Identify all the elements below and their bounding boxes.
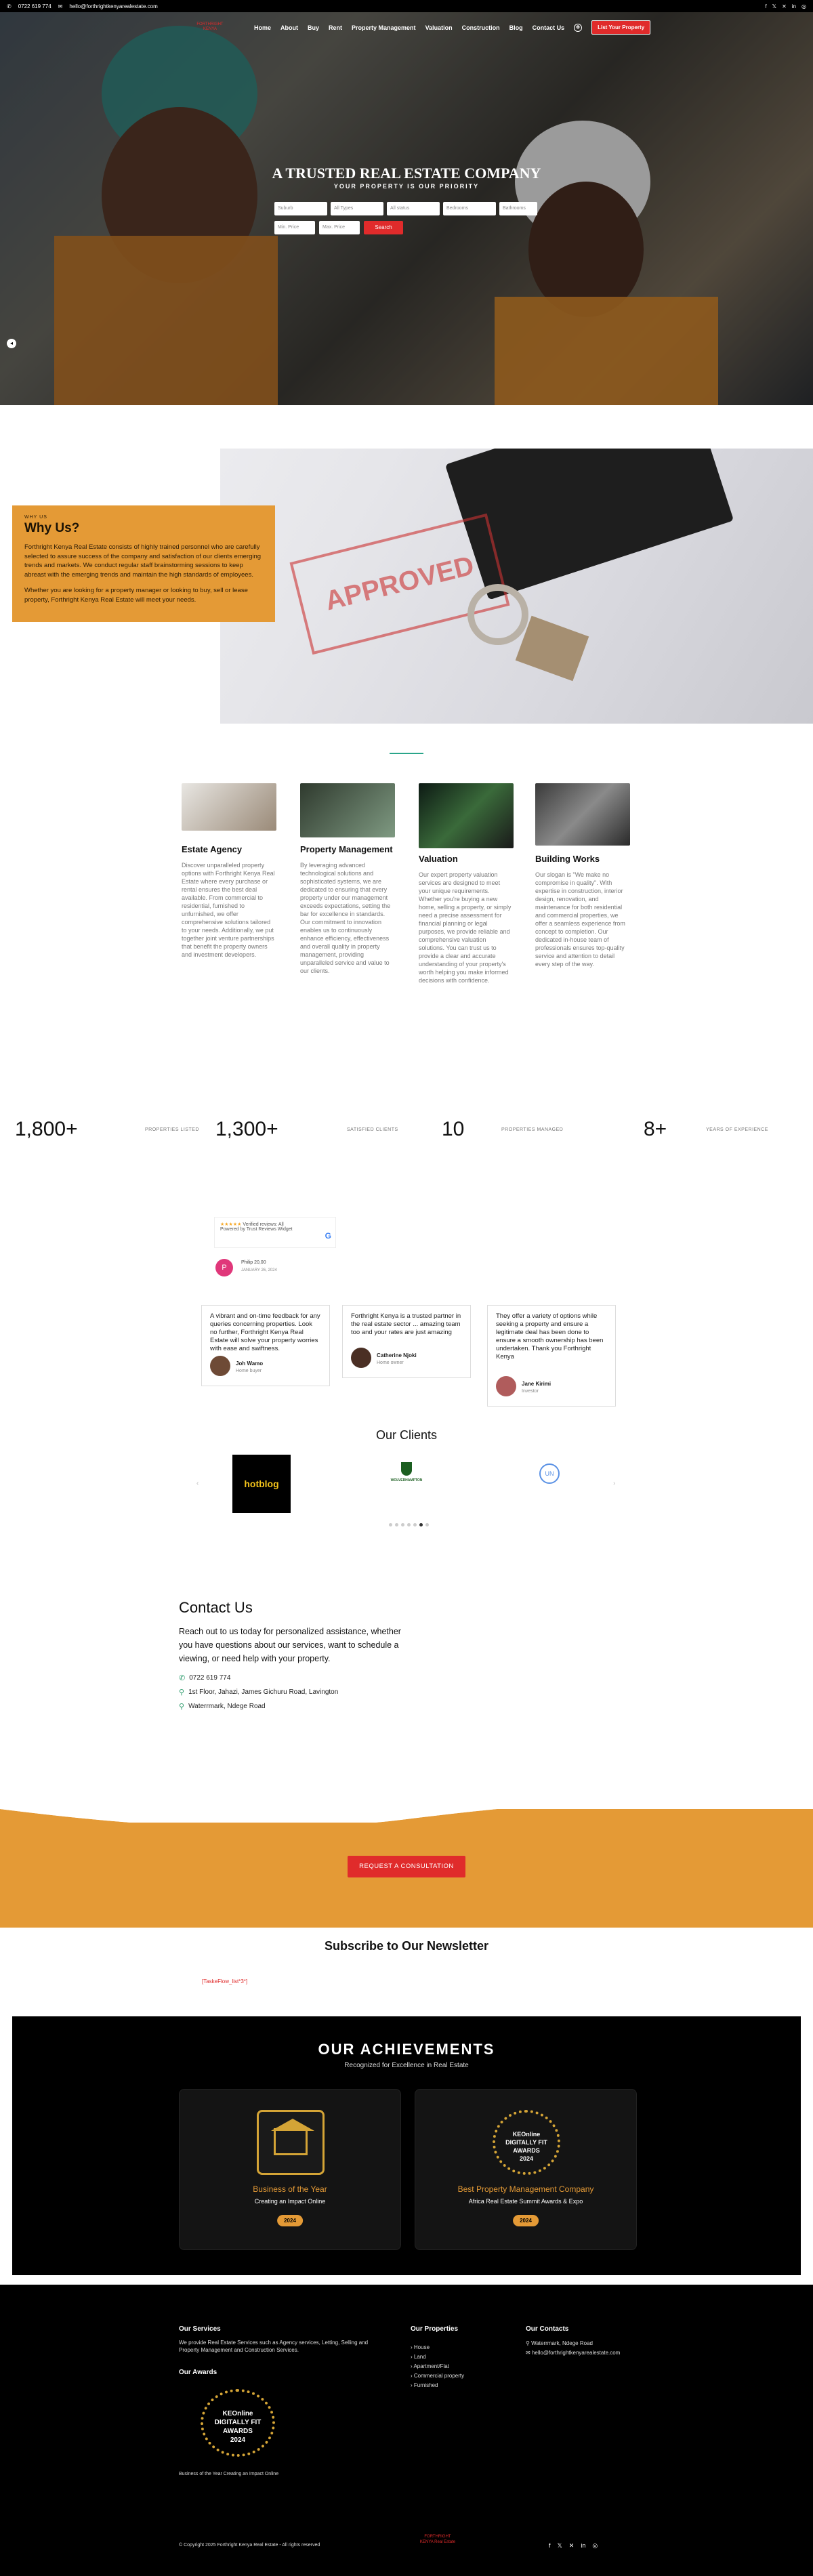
contact-address-row xyxy=(179,1688,409,1697)
achievement-year: 2024 xyxy=(277,2215,303,2226)
location-pin-icon: ⚲ xyxy=(526,2340,530,2346)
footer-contact-location: ⚲ Waterrmark, Ndege Road xyxy=(526,2340,593,2346)
language-globe-icon[interactable]: ⊕ xyxy=(574,24,582,32)
footer-property-link[interactable]: › Land xyxy=(411,2354,426,2360)
stat-label: YEARS OF EXPERIENCE xyxy=(706,1127,768,1132)
avatar xyxy=(210,1356,230,1376)
testimonial-text: Forthright Kenya is a trusted partner in the real estate sector ... amazing team too and your rates are just amazing xyxy=(351,1312,461,1336)
footer-logo[interactable]: FORTHRIGHT KENYA Real Estate xyxy=(419,2535,456,2544)
nav-blog[interactable]: Blog xyxy=(509,24,523,31)
testimonial-role: Home owner xyxy=(377,1360,404,1365)
service-text: By leveraging advanced technological solutions and sophisticated systems, we are dedicated to ensuring that every property under our management exceeds expectations, setting the bar for excellence in standards. Our commitment to innovation enables us to continuously enhance efficiency, effectiveness and overall quality in property management, providing unparalleled service and value to our clients. xyxy=(300,862,391,974)
contact-text: Reach out to us today for personalized assistance, whether you have questions about our services, want to schedule a viewing, or need help with your property. xyxy=(179,1627,401,1663)
valuation-image xyxy=(419,783,514,848)
location-pin-icon: ⚲ xyxy=(179,1703,185,1711)
contact-phone[interactable]: 0722 619 774 xyxy=(189,1674,231,1682)
carousel-next-icon[interactable]: › xyxy=(613,1480,616,1487)
building-works-image xyxy=(535,783,630,846)
service-building-works xyxy=(535,783,630,968)
type-select[interactable]: All Types xyxy=(331,202,383,215)
carousel-dots[interactable] xyxy=(388,1518,430,1530)
nav-property-management[interactable]: Property Management xyxy=(352,24,416,31)
section-divider xyxy=(390,753,423,754)
digitally-fit-award-icon: KEOnline DIGITALLY FIT AWARDS 2024 xyxy=(493,2110,560,2175)
suburb-select[interactable]: Suburb xyxy=(274,202,327,215)
service-text: Our slogan is "We make no compromise in quality". With expertise in construction, interior design, renovation, and maintenance for both residential and commercial properties, we offer a seamless experience from concept to completion. Our dedicated in-house team of professionals ensures top-quality service and attention to detail every step of the way. xyxy=(535,871,625,968)
achievement-year: 2024 xyxy=(513,2215,539,2226)
newsletter-form-shortcode: [TaskeFlow_list*3*] xyxy=(202,1978,248,1985)
x-icon[interactable]: 𝕏 xyxy=(772,3,777,9)
stat-value: 10 xyxy=(442,1118,465,1140)
service-property-management xyxy=(300,783,395,975)
testimonial-card xyxy=(342,1305,471,1378)
approved-stamp-graphic: APPROVED xyxy=(290,514,510,655)
rating-label: Verified reviews: All xyxy=(243,1222,284,1227)
service-title: Valuation xyxy=(419,854,458,864)
testimonial-name: Joh Wamo xyxy=(236,1360,264,1367)
achievement-card xyxy=(415,2089,637,2250)
contact-location: Waterrmark, Ndege Road xyxy=(188,1703,266,1710)
bathrooms-select[interactable]: Bathrooms xyxy=(499,202,537,215)
location-pin-icon: ⚲ xyxy=(179,1688,185,1697)
stat-value: 1,800+ xyxy=(15,1118,78,1140)
client-logo-wolverhampton: WOLVERHAMPTON xyxy=(388,1459,425,1489)
star-rating-icon: ★★★★★ xyxy=(220,1222,242,1227)
topbar-phone[interactable]: 0722 619 774 xyxy=(18,3,51,9)
footer-award-caption: Business of the Year Creating an Impact Online xyxy=(179,2472,279,2476)
testimonial-name: Jane Kirimi xyxy=(522,1381,551,1387)
facebook-icon[interactable]: f xyxy=(765,3,767,9)
hero-title: A TRUSTED REAL ESTATE COMPANY xyxy=(272,165,541,182)
stat-label: PROPERTIES MANAGED xyxy=(501,1127,564,1132)
topbar-social xyxy=(765,3,806,9)
testimonial-role: Investor xyxy=(522,1389,539,1394)
facebook-icon[interactable]: f xyxy=(549,2542,551,2549)
site-logo[interactable]: FORTHRIGHT KENYA xyxy=(196,22,224,31)
business-award-badge-icon xyxy=(257,2110,325,2175)
service-title: Estate Agency xyxy=(182,844,243,854)
nav-about[interactable]: About xyxy=(280,24,299,31)
why-us-title: Why Us? xyxy=(24,521,80,535)
slider-prev-icon[interactable]: ◂ xyxy=(7,339,16,348)
min-price-select[interactable]: Min. Price xyxy=(274,221,315,234)
service-text: Our expert property valuation services are designed to meet your unique requirements. Whether you're buying a new home, selling a property, or simply need a precise assessment for financial planning or legal purposes, we provide reliable and comprehensive valuation solutions. You can trust us to provide a clear and accurate understanding of your property's worth helping you make informed decisions with confidence. xyxy=(419,871,512,984)
request-consultation-button[interactable]: REQUEST A CONSULTATION xyxy=(348,1856,465,1877)
achievements-title: OUR ACHIEVEMENTS xyxy=(318,2041,495,2058)
footer-property-link[interactable]: › Commercial property xyxy=(411,2373,465,2379)
property-management-image xyxy=(300,783,395,837)
review-date: JANUARY 26, 2024 xyxy=(241,1268,277,1272)
why-us-paragraph-1: Forthright Kenya Real Estate consists of highly trained personnel who are carefully selected to assure success of the company and satisfaction of our clients emerging trends and markets. We conduct regular staff brainstorming sessions to keep abreast with the emerging trends and maintain the high standards of employees. xyxy=(24,543,262,579)
client-logo-hotblog: hotblog xyxy=(232,1455,291,1513)
copyright-text: © Copyright 2025 Forthright Kenya Real Estate - All rights reserved xyxy=(179,2543,320,2548)
testimonial-card xyxy=(201,1305,330,1386)
phone-icon: ✆ xyxy=(7,3,12,9)
footer-services-text: We provide Real Estate Services such as Agency services, Letting, Selling and Property Management and Construction Services. xyxy=(179,2340,369,2353)
stat-value: 1,300+ xyxy=(215,1118,278,1140)
footer-property-link[interactable]: › House xyxy=(411,2344,430,2350)
clients-title: Our Clients xyxy=(375,1428,438,1442)
hero-subtitle: YOUR PROPERTY IS OUR PRIORITY xyxy=(333,183,480,190)
testimonial-text: They offer a variety of options while seeking a property and ensure a legitimate deal has been done to ensure a smooth ownership has been undertaken. Thank you Forthright Kenya xyxy=(496,1312,604,1360)
instagram-icon[interactable]: ◎ xyxy=(801,3,806,9)
nav-rent[interactable]: Rent xyxy=(329,24,343,31)
contact-address: 1st Floor, Jahazi, James Gichuru Road, Lavington xyxy=(188,1688,339,1696)
nav-construction[interactable]: Construction xyxy=(461,24,500,31)
testimonial-role: Home buyer xyxy=(236,1369,262,1373)
top-bar xyxy=(0,0,813,12)
reviewer-avatar: P xyxy=(215,1259,233,1276)
google-icon: G xyxy=(325,1231,331,1241)
crest-icon xyxy=(401,1462,412,1476)
stat-label: SATISFIED CLIENTS xyxy=(347,1127,398,1132)
footer-contact-email[interactable]: ✉ hello@forthrightkenyarealestate.com xyxy=(526,2350,621,2356)
instagram-icon[interactable]: ◎ xyxy=(592,2542,598,2549)
service-title: Property Management xyxy=(300,844,393,854)
avatar xyxy=(351,1348,371,1368)
stat-value: 8+ xyxy=(644,1118,667,1140)
why-us-box xyxy=(12,505,275,622)
topbar-email[interactable]: hello@forthrightkenyarealestate.com xyxy=(69,3,158,9)
stat-label: PROPERTIES LISTED xyxy=(145,1127,199,1132)
contact-location-row xyxy=(179,1702,409,1711)
achievement-card xyxy=(179,2089,401,2250)
testimonial-text: A vibrant and on-time feedback for any queries concerning properties. Look no further, Forthright Kenya Real Estate will solve your property worries with ease and swiftness. xyxy=(210,1312,320,1352)
avatar xyxy=(496,1376,516,1396)
service-estate-agency xyxy=(182,783,276,959)
why-us-paragraph-2: Whether you are looking for a property manager or looking to buy, sell or lease property, Forthright Kenya Real Estate will meet your needs. xyxy=(24,587,248,604)
phone-icon: ✆ xyxy=(179,1674,186,1682)
footer-property-link[interactable]: › Apartment/Flat xyxy=(411,2363,449,2369)
max-price-select[interactable]: Max. Price xyxy=(319,221,360,234)
achievement-title: Best Property Management Company xyxy=(457,2184,594,2194)
footer-properties-title: Our Properties xyxy=(411,2325,459,2333)
footer-awards-title: Our Awards xyxy=(179,2369,217,2376)
service-title: Building Works xyxy=(535,854,600,864)
powered-label: Powered by Trust Reviews Widget xyxy=(220,1227,293,1232)
footer xyxy=(0,2285,813,2576)
carousel-prev-icon[interactable]: ‹ xyxy=(196,1480,199,1487)
tiktok-icon[interactable]: ✕ xyxy=(568,2542,575,2549)
x-icon[interactable]: 𝕏 xyxy=(557,2542,562,2549)
nav-contact[interactable]: Contact Us xyxy=(532,24,565,31)
testimonial-card xyxy=(487,1305,616,1407)
reviewer-name: Philip 20,00 xyxy=(241,1260,266,1265)
footer-contacts-title: Our Contacts xyxy=(526,2325,569,2333)
nav-buy[interactable]: Buy xyxy=(308,24,320,31)
contact-section xyxy=(179,1599,409,1716)
nav-valuation[interactable]: Valuation xyxy=(425,24,453,31)
search-button[interactable]: Search xyxy=(364,221,403,234)
footer-social xyxy=(549,2542,598,2550)
nav-home[interactable]: Home xyxy=(254,24,272,31)
service-valuation xyxy=(419,783,514,984)
client-logo-un: UN xyxy=(539,1463,560,1484)
achievements-subtitle: Recognized for Excellence in Real Estate xyxy=(344,2062,469,2069)
footer-award-icon: KEOnline DIGITALLY FIT AWARDS 2024 xyxy=(201,2389,275,2457)
house-keychain-graphic xyxy=(516,616,589,682)
key-ring-graphic xyxy=(467,584,528,645)
achievement-subtitle: Creating an Impact Online xyxy=(254,2198,326,2205)
mail-icon: ✉ xyxy=(526,2350,530,2356)
contact-phone-row[interactable] xyxy=(179,1674,409,1682)
status-select[interactable]: All status xyxy=(387,202,440,215)
bedrooms-select[interactable]: Bedrooms xyxy=(443,202,496,215)
achievement-subtitle: Africa Real Estate Summit Awards & Expo xyxy=(468,2198,583,2205)
tiktok-icon[interactable]: ✕ xyxy=(782,3,787,9)
linkedin-icon[interactable]: in xyxy=(581,2542,586,2549)
achievement-title: Business of the Year xyxy=(253,2184,327,2194)
testimonial-name: Catherine Njoki xyxy=(377,1352,417,1358)
why-us-eyebrow: WHY US xyxy=(24,515,47,520)
newsletter-title: Subscribe to Our Newsletter xyxy=(324,1939,489,1953)
linkedin-icon[interactable]: in xyxy=(791,3,797,9)
list-property-button[interactable]: List Your Property xyxy=(591,20,650,35)
service-text: Discover unparalleled property options with Forthright Kenya Real Estate where every purchase or rental ensures the best deal available. From commercial to residential, furnished to unfurnished, we offer comprehensive solutions tailored to your needs. Additionally, we put together joint venture partnerships that benefit the property owners and investment developers. xyxy=(182,862,275,958)
estate-agency-image xyxy=(182,783,276,831)
contact-title: Contact Us xyxy=(179,1599,253,1616)
mail-icon: ✉ xyxy=(58,3,63,9)
main-nav xyxy=(254,20,650,35)
footer-property-link[interactable]: › Furnished xyxy=(411,2382,438,2388)
footer-services-title: Our Services xyxy=(179,2325,221,2333)
google-rating-widget xyxy=(214,1217,336,1248)
